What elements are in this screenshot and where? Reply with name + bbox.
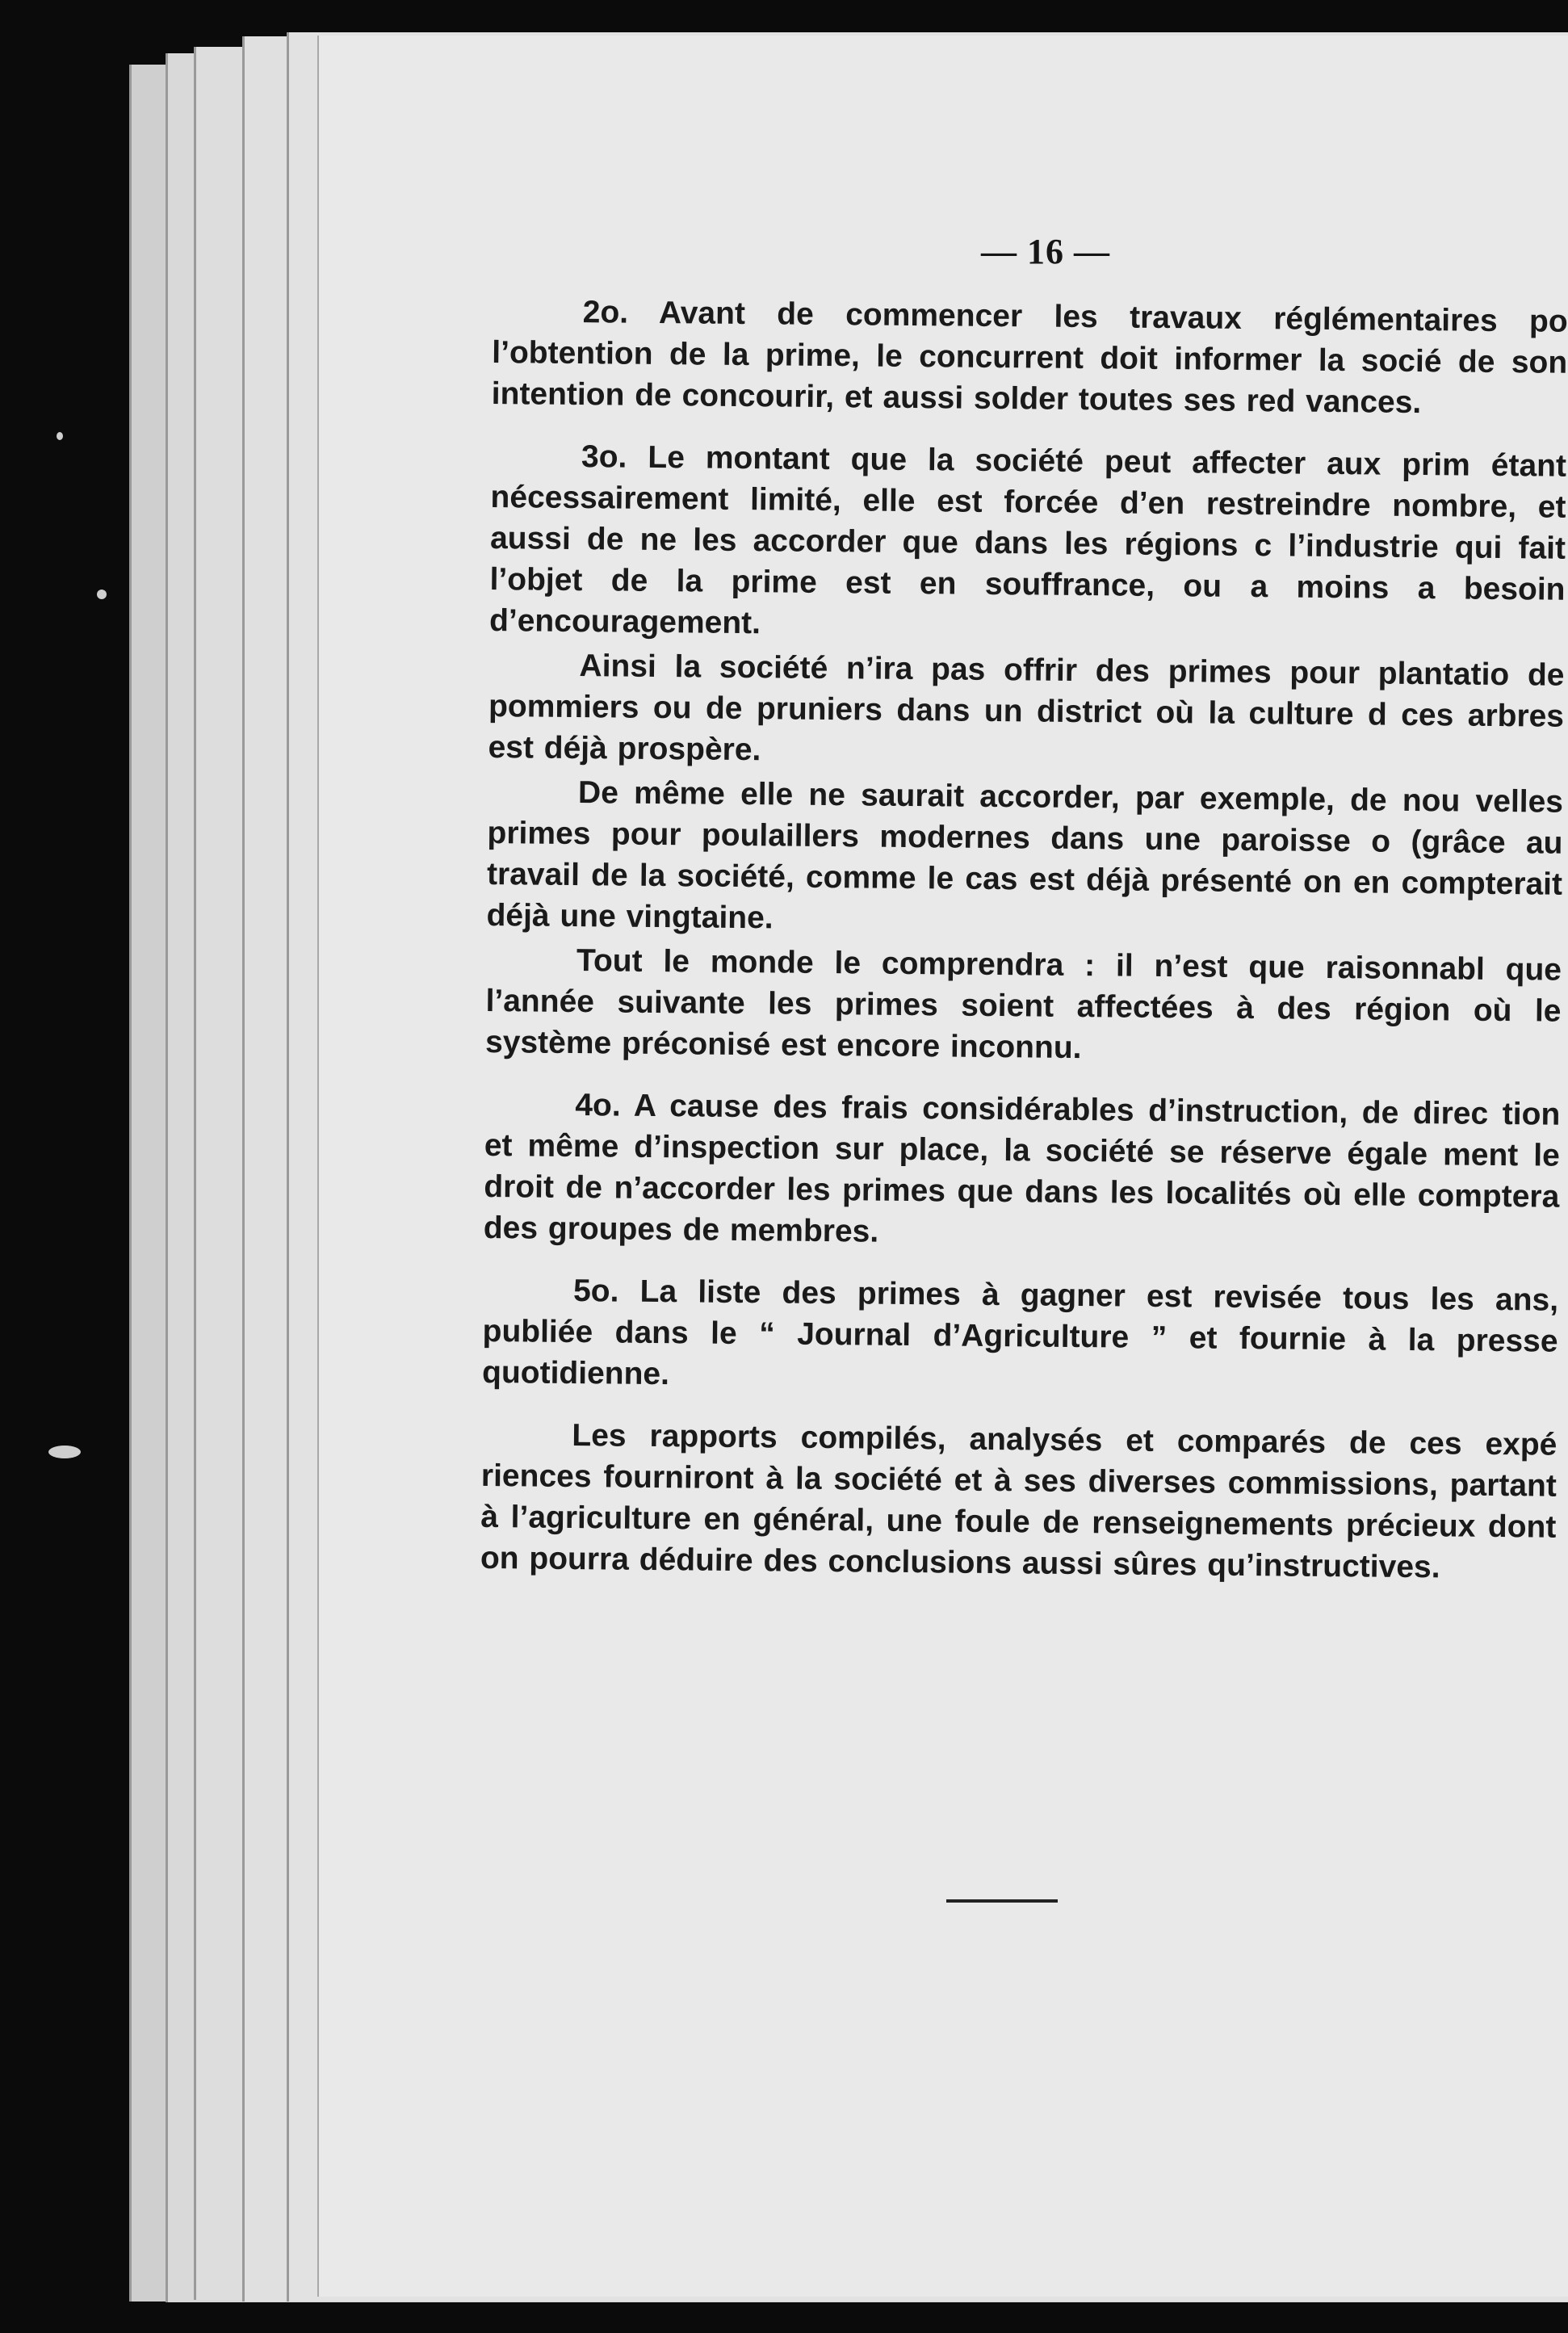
closing-rule	[946, 1899, 1058, 1903]
paragraph: 2o. Avant de commencer les travaux réglémentaires po l’obtention de la prime, le concurrent doit informer la socié de son intention de concourir, et aussi solder toutes ses red vances.	[491, 295, 1568, 421]
paragraph: 3o. Le montant que la société peut affecter aux prim étant nécessairement limité, elle est forcée d’en restreindre nombre, et aussi de ne les accorder que dans les régions c l’industrie qui fait l’objet de la prime est en souffrance, ou a moins a besoin d’encouragement.	[488, 439, 1567, 641]
scan-speck	[97, 590, 107, 599]
page-number: — 16 —	[981, 232, 1110, 271]
paragraph: 5o. La liste des primes à gagner est revisée tous les ans, publiée dans le “ Journal d’Agriculture ” et fournie à la presse quotidienne.	[481, 1273, 1559, 1392]
paragraph: Ainsi la société n’ira pas offrir des primes pour plantatio de pommiers ou de pruniers dans un district où la culture d ces arbres est déjà prospère.	[488, 648, 1565, 768]
paragraph: Tout le monde le comprendra : il n’est que raisonnabl que l’année suivante les primes soient affectées à des région où le système préconisé est encore inconnu.	[484, 943, 1562, 1066]
body-text	[480, 291, 1568, 1589]
paragraph: 4o. A cause des frais considérables d’instruction, de direc tion et même d’inspection sur place, la société se réserve égale ment le droit de n’accorder les primes que dans les localités où elle comptera des groupes de membres.	[483, 1088, 1561, 1249]
scan-speck	[48, 1446, 81, 1458]
paragraph: De même elle ne saurait accorder, par exemple, de nou velles primes pour poulaillers modernes dans une paroisse o (grâce au travail de la société, comme le cas est déjà présenté on en compterait déjà une vingtaine.	[486, 775, 1564, 936]
scan-speck	[57, 432, 63, 440]
paragraph: Les rapports compilés, analysés et comparés de ces expé riences fourniront à la société et à ses diverses commissions, partant à l’agriculture en général, une foule de renseignements précieux dont on pourra déduire des conclusions aussi sûres qu’instructives.	[480, 1418, 1558, 1585]
